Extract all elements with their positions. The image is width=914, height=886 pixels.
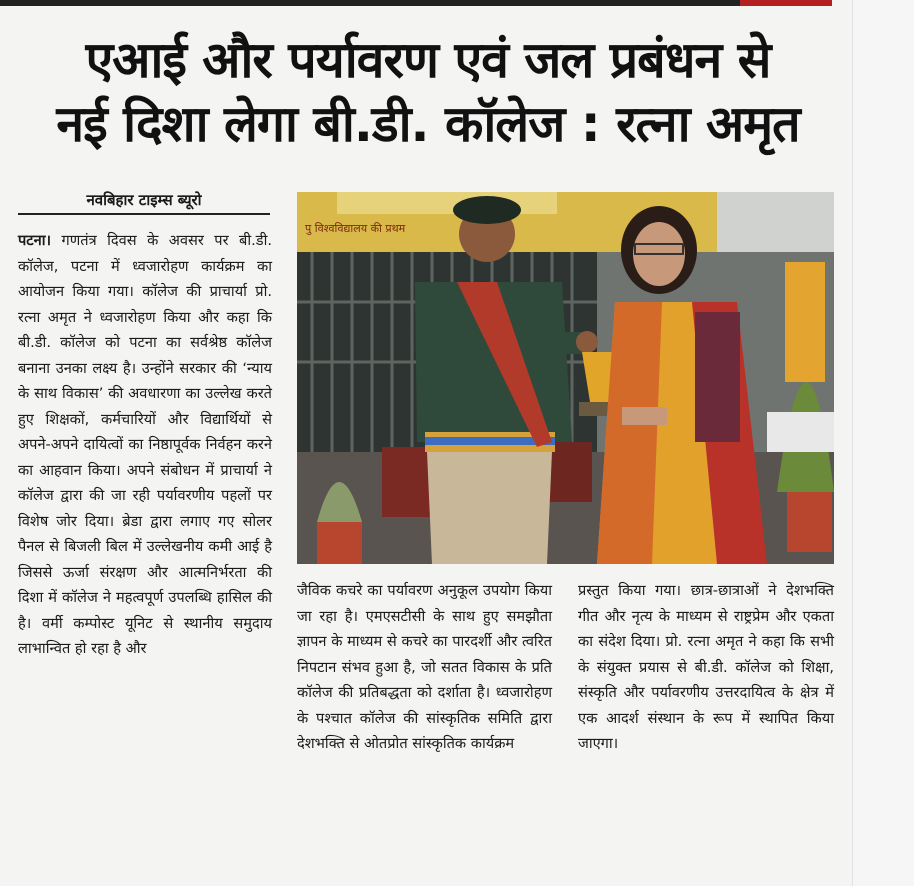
page-margin xyxy=(852,0,914,886)
headline-line-2: नई दिशा लेगा बी.डी. कॉलेज : रत्ना अमृत xyxy=(56,95,800,153)
banner-text: पु विश्वविद्यालय की प्रथम xyxy=(305,222,406,235)
article-column-1 xyxy=(18,228,272,662)
article-column-2: जैविक कचरे का पर्यावरण अनुकूल उपयोग किया जा रहा है। एमएसटीसी के साथ हुए समझौता ज्ञापन के माध्यम से कचरे का पारदर्शी और त्वरित निपटान संभव हुआ है, जो सतत विकास के प्रति कॉलेज की प्रतिबद्धता को दर्शाता है। ध्वजारोहण के पश्चात कॉलेज की सांस्कृतिक समिति द्वारा देशभक्ति से ओतप्रोत सांस्कृतिक कार्यक्रम xyxy=(297,582,552,752)
headline xyxy=(18,28,838,156)
article-column-3: प्रस्तुत किया गया। छात्र-छात्राओं ने देशभक्ति गीत और नृत्य के माध्यम से राष्ट्रप्रेम और एकता का संदेश दिया। प्रो. रत्ना अमृत ने कहा कि सभी के संयुक्त प्रयास से बी.डी. कॉलेज को शिक्षा, संस्कृति और पर्यावरणीय उत्तरदायित्व के क्षेत्र में एक आदर्श संस्थान के रूप में स्थापित किया जाएगा। xyxy=(578,582,834,752)
photo-illustration xyxy=(297,192,834,564)
article-text-1: गणतंत्र दिवस के अवसर पर बी.डी. कॉलेज, पटना में ध्वजारोहण कार्यक्रम का आयोजन किया गया। कॉलेज की प्राचार्या प्रो. रत्ना अमृत ने ध्वजारोहण किया और कहा कि बी.डी. कॉलेज को पटना का सर्वश्रेष्ठ कॉलेज बनाना उनका लक्ष्य है। उन्होंने सरकार की ‘न्याय के साथ विकास’ की अवधारणा का उल्लेख करते हुए शिक्षकों, कर्मचारियों और विद्यार्थियों से अपने-अपने दायित्वों का निष्ठापूर्वक निर्वहन करने का आहवान किया। अपने संबोधन में प्राचार्या ने कॉलेज द्वारा की जा रही पर्यावरणीय पहलों पर विशेष जोर दिया। ब्रेडा द्वारा लगाए गए सोलर पैनल से बिजली बिल में उल्लेखनीय कमी आई है जिससे ऊर्जा संरक्षण और आत्मनिर्भरता की दिशा में कॉलेज ने महत्वपूर्ण उपलब्धि हासिल की है। वर्मी कम्पोस्ट यूनिट से स्थानीय समुदाय लाभान्वित हो रहा है और xyxy=(18,232,272,657)
byline: नवबिहार टाइम्स ब्यूरो xyxy=(18,190,270,215)
dateline: पटना। xyxy=(18,232,52,249)
headline-line-1: एआई और पर्यावरण एवं जल प्रबंधन से xyxy=(85,31,771,89)
top-rule xyxy=(0,0,832,6)
news-photo xyxy=(297,192,834,564)
top-accent-bar xyxy=(740,0,832,6)
